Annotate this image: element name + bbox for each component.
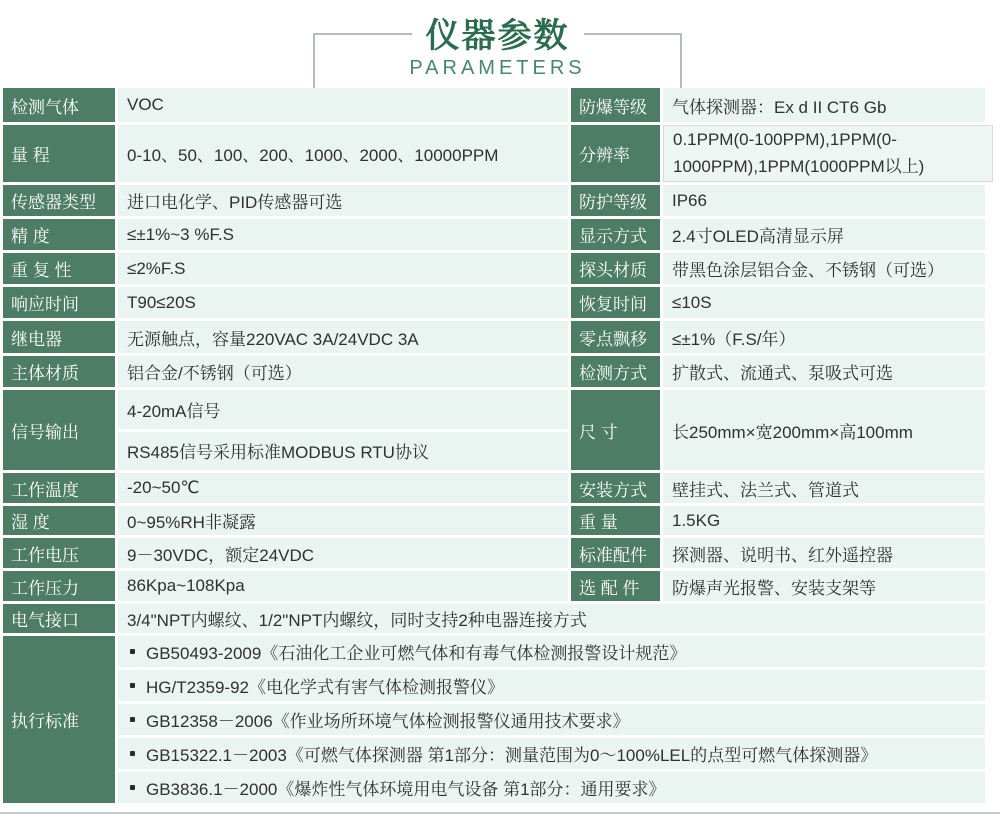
spec-label-weight: 重 量 (571, 506, 660, 535)
bullet-icon (130, 717, 135, 722)
standards-item (118, 738, 985, 769)
spec-value-optional: 防爆声光报警、安装支架等 (663, 571, 985, 601)
spec-value-signal-1: 4-20mA信号 (118, 390, 568, 429)
spec-value-range: 0-10、50、100、200、1000、2000、10000PPM (118, 125, 568, 182)
spec-label-accuracy: 精 度 (3, 219, 115, 250)
standards-item-text: GB50493-2009《石油化工企业可燃气体和有毒气体检测报警设计规范》 (146, 644, 687, 663)
spec-value-repeat: ≤2%F.S (118, 253, 568, 284)
standards-list (118, 636, 985, 803)
spec-value-electric: 3/4"NPT内螺纹、1/2"NPT内螺纹，同时支持2种电器连接方式 (118, 604, 985, 633)
spec-label-standards: 执行标准 (3, 636, 115, 803)
spec-value-protection: IP66 (663, 185, 985, 216)
page-title: 仪器参数 (412, 8, 584, 57)
standards-item-text: GB15322.1－2003《可燃气体探测器 第1部分：测量范围为0～100%LEL的点型可燃气体探测器》 (146, 746, 878, 765)
table-row (3, 538, 985, 568)
spec-label-voltage: 工作电压 (3, 538, 115, 568)
spec-value-voltage: 9－30VDC，额定24VDC (118, 538, 568, 568)
table-row (3, 88, 985, 122)
spec-label-resolution: 分辨率 (571, 125, 660, 182)
spec-label-recovery: 恢复时间 (571, 287, 660, 318)
spec-value-sensor: 进口电化学、PID传感器可选 (118, 185, 568, 216)
spec-label-pressure: 工作压力 (3, 571, 115, 601)
spec-label-relay: 继电器 (3, 321, 115, 353)
spec-label-body: 主体材质 (3, 356, 115, 387)
parameters-header-box (313, 17, 682, 88)
spec-label-probe: 探头材质 (571, 253, 660, 284)
spec-value-resolution: 0.1PPM(0-100PPM),1PPM(0-1000PPM),1PPM(1000PPM以上) (663, 125, 993, 182)
spec-value-relay: 无源触点，容量220VAC 3A/24VDC 3A (118, 321, 568, 353)
spec-label-std-acc: 标准配件 (571, 538, 660, 568)
standards-item (118, 704, 985, 735)
spec-label-install: 安装方式 (571, 473, 660, 503)
spec-label-method: 检测方式 (571, 356, 660, 387)
table-row (3, 185, 985, 216)
bullet-icon (130, 751, 135, 756)
spec-value-signal-2: RS485信号采用标准MODBUS RTU协议 (118, 432, 568, 471)
table-row (3, 390, 985, 470)
spec-label-gas: 检测气体 (3, 88, 115, 122)
standards-item (118, 636, 985, 667)
bullet-icon (130, 683, 135, 688)
standards-item (118, 670, 985, 701)
spec-value-method: 扩散式、流通式、泵吸式可选 (663, 356, 985, 387)
spec-label-optional: 选 配 件 (571, 571, 660, 601)
table-row (3, 219, 985, 250)
spec-label-drift: 零点飘移 (571, 321, 660, 353)
bullet-icon (130, 649, 135, 654)
spec-value-probe: 带黑色涂层铝合金、不锈钢（可选） (663, 253, 985, 284)
standards-item (118, 772, 985, 803)
signal-value-stack (118, 390, 568, 470)
spec-value-body: 铝合金/不锈钢（可选） (118, 356, 568, 387)
spec-label-repeat: 重 复 性 (3, 253, 115, 284)
spec-value-weight: 1.5KG (663, 506, 985, 535)
spec-value-std-acc: 探测器、说明书、红外遥控器 (663, 538, 985, 568)
spec-table (3, 88, 985, 803)
spec-label-temp: 工作温度 (3, 473, 115, 503)
standards-item-text: HG/T2359-92《电化学式有害气体检测报警仪》 (146, 678, 504, 697)
spec-label-signal: 信号输出 (3, 390, 115, 470)
table-row (3, 571, 985, 601)
bullet-icon (130, 785, 135, 790)
spec-label-response: 响应时间 (3, 287, 115, 318)
spec-value-pressure: 86Kpa~108Kpa (118, 571, 568, 601)
spec-label-explosion: 防爆等级 (571, 88, 660, 122)
bottom-divider (0, 812, 1000, 814)
table-row (3, 321, 985, 353)
spec-label-display: 显示方式 (571, 219, 660, 250)
spec-value-gas: VOC (118, 88, 568, 122)
table-row (3, 604, 985, 633)
spec-value-humidity: 0~95%RH非凝露 (118, 506, 568, 535)
spec-value-accuracy: ≤±1%~3 %F.S (118, 219, 568, 250)
spec-label-protection: 防护等级 (571, 185, 660, 216)
spec-value-recovery: ≤10S (663, 287, 985, 318)
spec-value-install: 壁挂式、法兰式、管道式 (663, 473, 985, 503)
spec-value-explosion: 气体探测器：Ex d II CT6 Gb (663, 88, 985, 122)
spec-label-humidity: 湿 度 (3, 506, 115, 535)
standards-item-text: GB3836.1－2000《爆炸性气体环境用电气设备 第1部分：通用要求》 (146, 780, 666, 799)
spec-value-size: 长250mm×宽200mm×高100mm (663, 390, 985, 470)
table-row (3, 253, 985, 284)
standards-item-text: GB12358－2006《作业场所环境气体检测报警仪通用技术要求》 (146, 712, 630, 731)
spec-label-size: 尺 寸 (571, 390, 660, 470)
table-row (3, 473, 985, 503)
table-row (3, 356, 985, 387)
spec-value-temp: -20~50℃ (118, 473, 568, 503)
spec-value-drift: ≤±1%（F.S/年） (663, 321, 985, 353)
table-row (3, 636, 985, 803)
spec-value-display: 2.4寸OLED高清显示屏 (663, 219, 985, 250)
spec-label-range: 量 程 (3, 125, 115, 182)
spec-label-electric: 电气接口 (3, 604, 115, 633)
spec-value-response: T90≤20S (118, 287, 568, 318)
spec-label-sensor: 传感器类型 (3, 185, 115, 216)
table-row (3, 125, 985, 182)
table-row (3, 287, 985, 318)
table-row (3, 506, 985, 535)
page-subtitle: PARAMETERS (409, 57, 586, 79)
